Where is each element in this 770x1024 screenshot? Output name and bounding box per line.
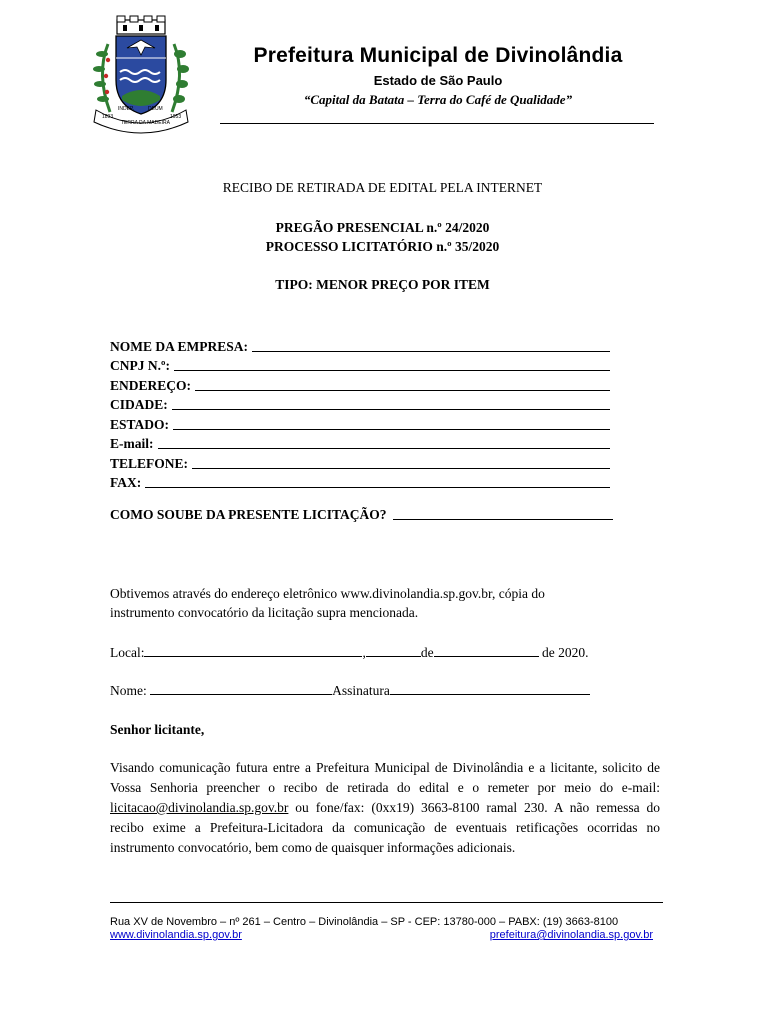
field-how-did-you-hear[interactable] (110, 507, 613, 523)
field-label: ESTADO: (110, 416, 170, 432)
comma-sep: , (362, 645, 366, 660)
field-cidade[interactable] (110, 394, 610, 414)
field-cnpj[interactable] (110, 355, 610, 375)
blank-line[interactable] (145, 487, 610, 488)
assinatura-blank[interactable] (390, 682, 590, 695)
footer-website-link[interactable]: www.divinolandia.sp.gov.br (110, 929, 242, 941)
svg-text:1893: 1893 (102, 114, 114, 120)
blank-line[interactable] (252, 351, 610, 352)
notice-text-after: ou fone/fax: (0xx19) 3663-8100 ramal 230. A não remessa do recibo exime a Prefeitura-Licitadora da comunicação de eventuais retificações ocorridas no instrumento convocatório, bem como de quaisquer informações adicionais. (110, 800, 660, 855)
field-label: CNPJ N.º: (110, 358, 170, 373)
svg-text:INDEP.: INDEP. (118, 106, 135, 112)
coffee-branch-icon (93, 44, 110, 112)
assinatura-label: Assinatura (332, 683, 390, 698)
question-label: COMO SOUBE DA PRESENTE LICITAÇÃO? (110, 507, 387, 522)
potato-plant-icon (172, 44, 189, 112)
field-endereco[interactable] (110, 374, 610, 394)
svg-text:DEUM: DEUM (148, 106, 163, 112)
field-email[interactable] (110, 433, 610, 453)
statement-line: instrumento convocatório da licitação supra mencionada. (110, 605, 419, 620)
nome-blank[interactable] (150, 682, 332, 695)
header-divider (220, 123, 654, 124)
notice-text-before: Visando comunicação futura entre a Prefeitura Municipal de Divinolândia e a licitante, solicito de Vossa Senhoria preencher o recibo de retirada do edital e o remeter por meio do e-mail: (110, 760, 660, 795)
salutation: Senhor licitante, (110, 722, 205, 737)
field-fax[interactable] (110, 472, 610, 492)
field-telefone[interactable] (110, 452, 610, 472)
pregao-number: PREGÃO PRESENCIAL n.º 24/2020 (275, 220, 490, 235)
field-label: E-mail: (110, 436, 154, 451)
local-date-line (110, 643, 630, 662)
blank-line[interactable] (158, 448, 611, 449)
field-estado[interactable] (110, 413, 610, 433)
municipality-title: Prefeitura Municipal de Divinolândia (253, 44, 623, 67)
document-heading: RECIBO DE RETIRADA DE EDITAL PELA INTERNET (222, 180, 543, 195)
nome-label: Nome: (110, 683, 151, 698)
municipality-motto: “Capital da Batata – Terra do Café de Qualidade” (303, 92, 573, 107)
field-label: NOME DA EMPRESA: (110, 338, 248, 354)
notice-paragraph (110, 758, 660, 858)
blank-line[interactable] (393, 519, 613, 520)
footer-divider (110, 902, 663, 903)
local-blank[interactable] (144, 644, 362, 657)
municipal-crest-logo (88, 14, 194, 134)
year-label: de 2020. (538, 645, 589, 660)
field-label: ENDEREÇO: (110, 377, 192, 393)
footer-address: Rua XV de Novembro – nº 261 – Centro – Divinolândia – SP - CEP: 13780-000 – PABX: (19) 3663-8100 (110, 916, 619, 928)
svg-text:TERRA DA MADEIRA: TERRA DA MADEIRA (121, 120, 170, 126)
blank-line[interactable] (172, 409, 610, 410)
blank-line[interactable] (174, 370, 610, 371)
day-blank[interactable] (366, 644, 421, 657)
de-label: de (420, 645, 434, 660)
month-blank[interactable] (434, 644, 539, 657)
statement-paragraph (110, 584, 630, 622)
field-nome-empresa[interactable] (110, 335, 610, 355)
tipo-label: TIPO: MENOR PREÇO POR ITEM (275, 277, 490, 292)
blank-line[interactable] (192, 468, 610, 469)
name-signature-line (110, 681, 630, 700)
field-label: FAX: (110, 475, 142, 490)
licitacao-email-link[interactable]: licitacao@divinolandia.sp.gov.br (110, 800, 289, 815)
company-form (110, 335, 610, 491)
statement-line: Obtivemos através do endereço eletrônico www.divinolandia.sp.gov.br, cópia do (110, 586, 545, 601)
local-label: Local: (110, 645, 145, 660)
blank-line[interactable] (173, 429, 610, 430)
shield-icon (116, 36, 166, 114)
processo-number: PROCESSO LICITATÓRIO n.º 35/2020 (265, 239, 500, 254)
blank-line[interactable] (195, 390, 610, 391)
page-footer (110, 916, 653, 942)
svg-text:1953: 1953 (170, 114, 182, 120)
state-name: Estado de São Paulo (373, 73, 503, 88)
field-label: TELEFONE: (110, 455, 189, 471)
mural-crown-icon (117, 16, 165, 34)
field-label: CIDADE: (110, 397, 168, 412)
footer-email-link[interactable]: prefeitura@divinolandia.sp.gov.br (489, 929, 653, 941)
